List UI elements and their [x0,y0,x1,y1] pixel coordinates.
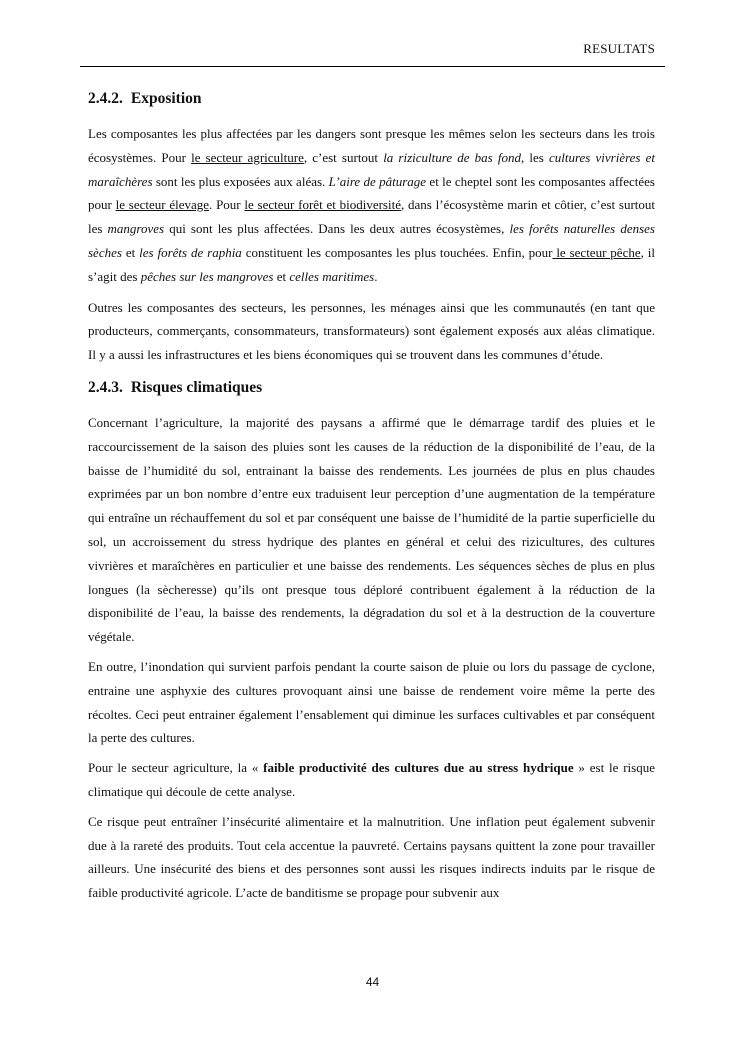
underlined-text: le secteur pêche [552,244,641,260]
italic-text: les forêts de raphia [139,244,242,260]
paragraph-exposition-1 [88,122,655,289]
italic-text: pêches sur les mangroves [140,268,274,284]
paragraph-risques-4: Ce risque peut entraîner l’insécurité alimentaire et la malnutrition. Une inflation peut également subvenir due à la rareté des produits. Tout cela accentue la pauvreté. Certains paysans quittent la zone pour travailler ailleurs. Une insécurité des biens et des personnes sont aussi les risques indirects induits par le risque de faible productivité agricole. L’acte de banditisme se propage pour subvenir aux [88,813,655,901]
text-run: sont les plus exposées aux aléas. [152,173,329,189]
text-run: et le cheptel sont les composantes affectées pour [88,173,655,213]
paragraph-exposition-2: Outres les composantes des secteurs, les personnes, les ménages ainsi que les communautés (en tant que producteurs, commerçants, consommateurs, transformateurs) sont également exposés aux aléas climatique. Il y a aussi les infrastructures et les biens économiques qui se trouvent dans les communes d’étude. [88,299,655,363]
section-heading-exposition [88,88,655,110]
text-run: qui sont les plus affectées. Dans les deux autres écosystèmes, [164,221,510,237]
section-heading-risques [88,377,655,399]
running-header: RESULTATS [583,41,655,56]
text-run: , il s’agit des [88,244,655,284]
bold-text: faible productivité des cultures due au stress hydrique [263,760,574,776]
text-run: constituent les composantes les plus touchées. Enfin, pour [241,244,553,260]
text-run: » est le risque climatique qui découle de cette analyse. [88,760,655,799]
text-run: . [374,268,378,284]
text-run: , c’est surtout [303,149,384,165]
text-run: et [273,268,290,284]
italic-text: la riziculture de bas fond [383,149,521,165]
underlined-text: le secteur élevage [115,197,210,213]
italic-text: cultures vivrières et maraîchères [88,149,656,189]
paragraph-risques-1: Concernant l’agriculture, la majorité des paysans a affirmé que le démarrage tardif des pluies et le raccourcissement de la saison des pluies sont les causes de la réduction de la disponibilité de l’eau, de la baisse de l’humidité du sol, entrainant la baisse des rendements. Les journées de plus en plus chaudes exprimées par un bon nombre d’entre eux traduisent leur perception d’une augmentation de la température qui entraîne un réchauffement du sol et par conséquent une baisse de l’humidité de la partie superficielle du sol, un accroissement du stress hydrique des plantes en général et celui des rizicultures, des cultures vivrières et maraîchères en particulier et une baisse des rendements. Les séquences sèches de plus en plus longues (la sècheresse) qu’ils ont presque tous déploré contribuent également à la réduction de la disponibilité de l’eau, la baisse des rendements, la dégradation du sol et à la destruction de la couverture végétale. [88,414,655,645]
underlined-text: le secteur forêt et biodiversité [244,197,401,213]
header-rule [80,66,665,67]
section-number: 2.4.3. [88,378,123,396]
paragraph-risques-3 [88,756,655,804]
italic-text: les forêts naturelles denses sèches [88,221,655,260]
text-run: et [121,244,140,260]
italic-text: L’aire de pâturage [328,173,427,189]
section-title: Risques climatiques [130,378,263,396]
underlined-text: le secteur agriculture [191,149,304,165]
italic-text: mangroves [107,221,165,237]
paragraph-risques-2: En outre, l’inondation qui survient parfois pendant la courte saison de pluie ou lors du passage de cyclone, entraine une asphyxie des cultures provoquant ainsi une baisse de rendement voire même la perte des récoltes. Ceci peut entrainer également l’ensablement qui diminue les surfaces cultivables et par conséquent la perte des cultures. [88,658,655,746]
section-number: 2.4.2. [88,90,123,107]
italic-text: celles maritimes [289,268,375,284]
text-run: , les [520,149,549,165]
text-run: , dans l’écosystème marin et côtier, c’est surtout les [88,197,655,237]
text-run: Pour le secteur agriculture, la « [88,760,264,776]
page-number: 44 [365,975,380,989]
text-run: . Pour [209,197,245,213]
section-title: Exposition [130,90,202,107]
text-run: Les composantes les plus affectées par les dangers sont presque les mêmes selon les secteurs dans les trois écosystèmes. Pour [88,126,655,165]
document-body [88,88,655,905]
